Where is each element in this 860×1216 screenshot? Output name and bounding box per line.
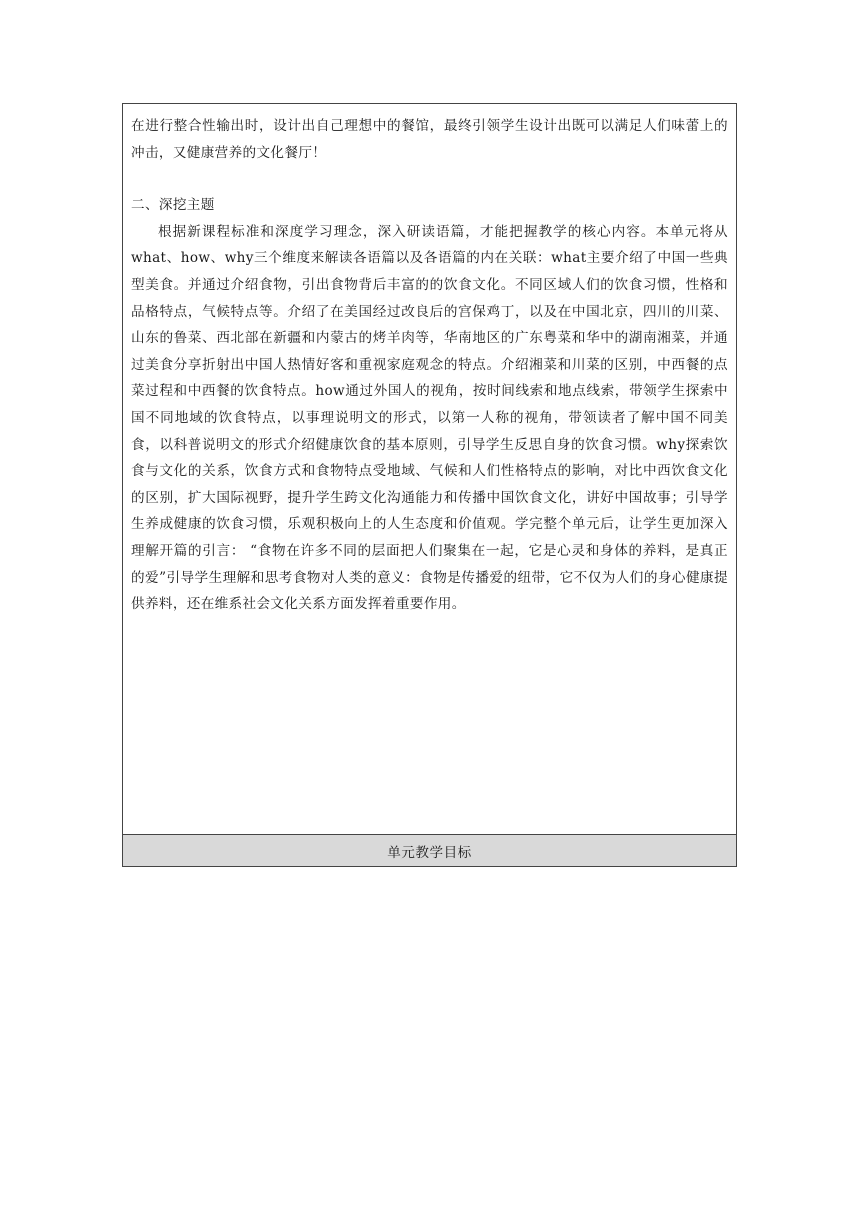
body-paragraph: 根据新课程标准和深度学习理念，深入研读语篇，才能把握教学的核心内容。本单元将从what、how、why三个维度来解读各语篇以及各语篇的内在关联：what主要介绍了中国一些典型美食。并通过介绍食物，引出食物背后丰富的的饮食文化。不同区域人们的饮食习惯，性格和品格特点，气候特点等。介绍了在美国经过改良后的宫保鸡丁，以及在中国北京，四川的川菜、山东的鲁菜、西北部在新疆和内蒙古的烤羊肉等，华南地区的广东粤菜和华中的湖南湘菜，并通过美食分享折射出中国人热情好客和重视家庭观念的特点。介绍湘菜和川菜的区别，中西餐的点菜过程和中西餐的饮食特点。how通过外国人的视角，按时间线索和地点线索，带领学生探索中国不同地域的饮食特点，以事理说明文的形式，以第一人称的视角，带领读者了解中国不同美食，以科普说明文的形式介绍健康饮食的基本原则，引导学生反思自身的饮食习惯。why探索饮食与文化的关系，饮食方式和食物特点受地域、气候和人们性格特点的影响，对比中西饮食文化的区别，扩大国际视野，提升学生跨文化沟通能力和传播中国饮食文化，讲好中国故事；引导学生养成健康的饮食习惯，乐观积极向上的人生态度和价值观。学完整个单元后，让学生更加深入理解开篇的引言： “食物在许多不同的层面把人们聚集在一起，它是心灵和身体的养料，是真正的爱”引导学生理解和思考食物对人类的意义：食物是传播爱的纽带，它不仅为人们的身心健康提供养料，还在维系社会文化关系方面发挥着重要作用。 [131,223,728,613]
document-table [122,103,737,867]
content-cell [123,104,736,835]
intro-paragraph: 在进行整合性输出时，设计出自己理想中的餐馆，最终引领学生设计出既可以满足人们味蕾上的冲击，又健康营养的文化餐厅！ [131,118,728,161]
section-heading: 二、深挖主题 [131,197,215,214]
section-header-row [123,835,736,866]
unit-objectives-label: 单元教学目标 [387,844,472,861]
